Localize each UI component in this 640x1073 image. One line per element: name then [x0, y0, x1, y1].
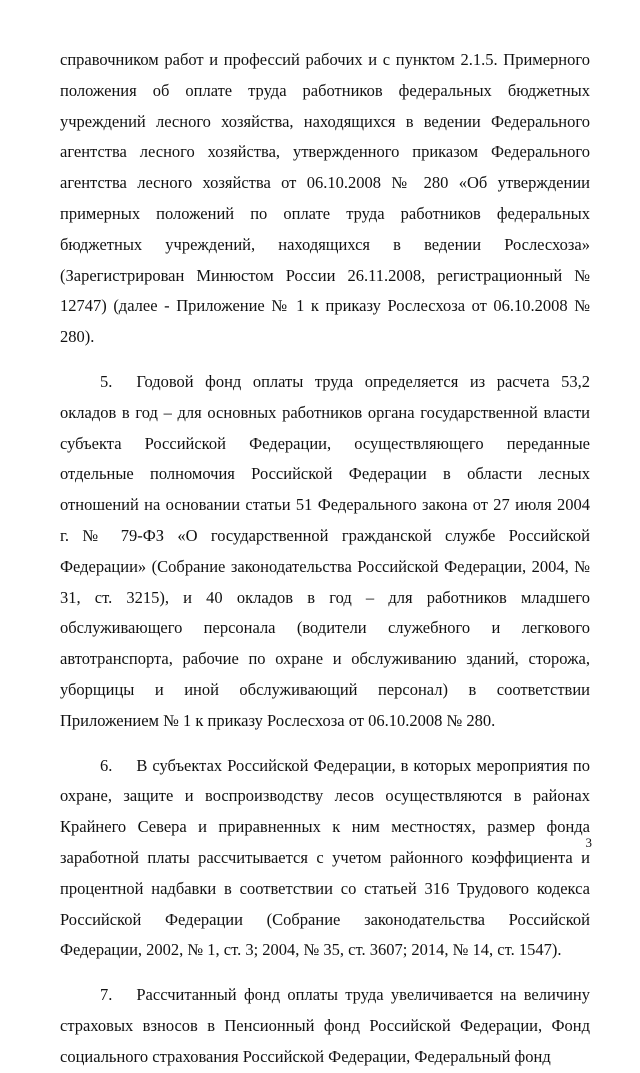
paragraph-number: 7.	[100, 985, 113, 1005]
paragraph-text: В субъектах Российской Федерации, в которых мероприятия по охране, защите и воспроизводству лесов осуществляются в районах Крайнего Севера и приравненных к ним местностях, размер фонда заработной платы рассчитывается с учетом районного коэффициента и процентной надбавки в соответствии со статьей 316 Трудового кодекса Российской Федерации (Собрание законодательства Российской Федерации, 2002, № 1, ст. 3; 2004, № 35, ст. 3607; 2014, № 14, ст. 1547).	[60, 755, 590, 960]
paragraph-number: 5.	[100, 371, 113, 391]
paragraph-text: Рассчитанный фонд оплаты труда увеличивается на величину страховых взносов в Пенсионный фонд Российской Федерации, Фонд социального страхования Российской Федерации, Федеральный фонд	[60, 985, 590, 1066]
paragraph-continuation	[60, 45, 590, 353]
paragraph-text: Годовой фонд оплаты труда определяется из расчета 53,2 окладов в год – для основных работников органа государственной власти субъекта Российской Федерации, осуществляющего переданные отдельные полномочия Российской Федерации в области лесных отношений на основании статьи 51 Федерального закона от 27 июля 2004 г. № 79-ФЗ «О государственной гражданской службе Российской Федерации» (Собрание законодательства Российской Федерации, 2004, № 31, ст. 3215), и 40 окладов в год – для работников младшего обслуживающего персонала (водители служебного и легкового автотранспорта, рабочие по охране и обслуживанию зданий, сторожа, уборщицы и иной обслуживающий персонал) в соответствии Приложением № 1 к приказу Рослесхоза от 06.10.2008 № 280.	[60, 371, 590, 730]
page-number: 3	[585, 835, 592, 850]
paragraph-number: 6.	[100, 755, 113, 775]
paragraph-5	[60, 367, 590, 737]
paragraph-text: справочником работ и профессий рабочих и с пунктом 2.1.5. Примерного положения об оплате труда работников федеральных бюджетных учреждений лесного хозяйства, находящихся в ведении Федерального агентства лесного хозяйства, утвержденного приказом Федерального агентства лесного хозяйства от 06.10.2008 № 280 «Об утверждении примерных положений по оплате труда работников федеральных бюджетных учреждений, находящихся в ведении Рослесхоза» (Зарегистрирован Минюстом России 26.11.2008, регистрационный № 12747) (далее - Приложение № 1 к приказу Рослесхоза от 06.10.2008 № 280).	[60, 50, 590, 347]
paragraph-6	[60, 751, 590, 967]
paragraph-7	[60, 980, 590, 1072]
